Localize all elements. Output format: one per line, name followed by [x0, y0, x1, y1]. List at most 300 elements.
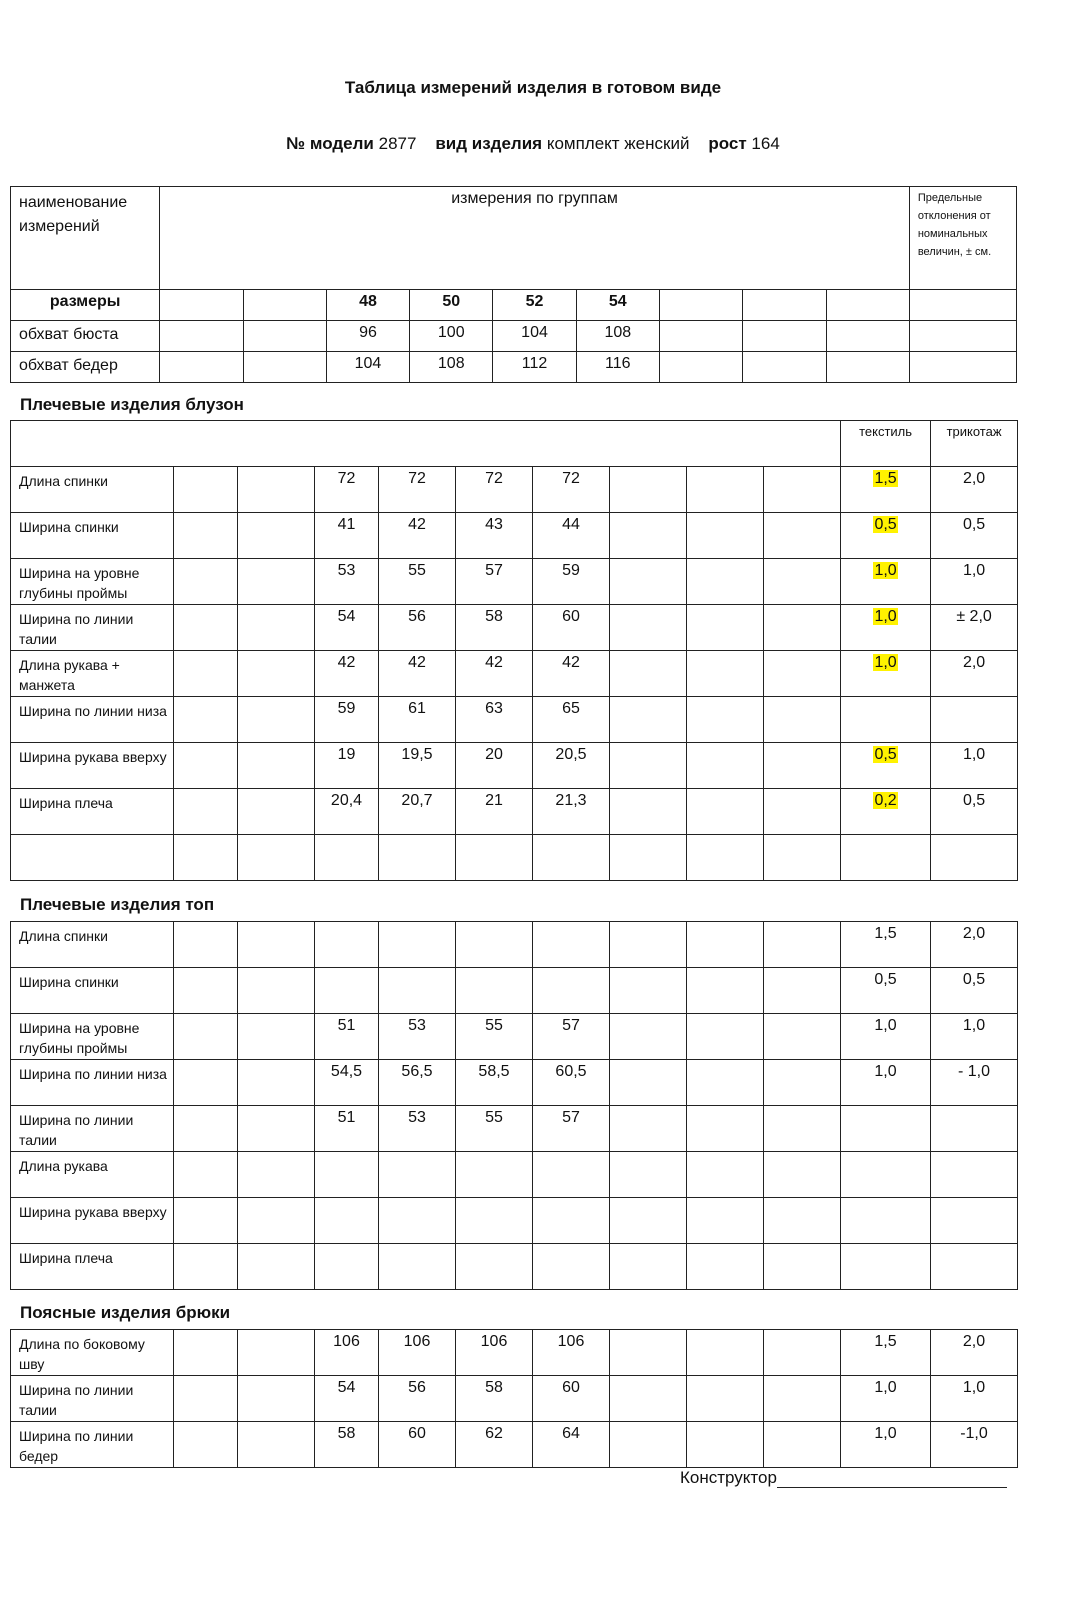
value-cell: 20,5 [533, 743, 610, 789]
value-cell: 55 [456, 1014, 533, 1060]
empty-cell [174, 1376, 238, 1422]
empty-cell [764, 697, 841, 743]
value-cell [456, 1152, 533, 1198]
empty-cell [610, 789, 687, 835]
table-row [11, 743, 1018, 789]
empty-cell [174, 968, 238, 1014]
empty-cell [238, 743, 315, 789]
value-cell: 112 [493, 352, 576, 383]
textile-cell [841, 467, 931, 513]
value-cell [379, 1198, 456, 1244]
knit-cell [931, 1244, 1018, 1290]
empty-cell [687, 1330, 764, 1376]
value-cell [315, 1244, 379, 1290]
row-label: Ширина спинки [11, 513, 174, 559]
section-heading-top: Плечевые изделия топ [20, 895, 215, 914]
value-cell: 58 [315, 1422, 379, 1468]
row-label: Ширина по линии низа [11, 1060, 174, 1106]
empty-cell [238, 651, 315, 697]
value-cell: 72 [533, 467, 610, 513]
empty-cell [174, 559, 238, 605]
empty-cell [610, 467, 687, 513]
value-cell [315, 1198, 379, 1244]
textile-value: 1,0 [874, 1017, 897, 1034]
value-cell: 72 [315, 467, 379, 513]
empty-cell [610, 835, 687, 881]
row-label: Ширина по линии бедер [11, 1422, 174, 1468]
empty-cell [687, 1376, 764, 1422]
textile-value: 1,0 [874, 654, 897, 671]
empty-cell [687, 968, 764, 1014]
row-label: Ширина плеча [11, 789, 174, 835]
textile-cell [841, 1152, 931, 1198]
type-label: вид изделия [435, 134, 543, 153]
textile-value: 1,0 [874, 1379, 897, 1396]
row-label: Длина по боковому шву [11, 1330, 174, 1376]
value-cell [456, 1198, 533, 1244]
value-cell: 72 [379, 467, 456, 513]
empty-cell [174, 1152, 238, 1198]
value-cell: 54 [315, 1376, 379, 1422]
knit-cell [931, 1198, 1018, 1244]
page-title: Таблица измерений изделия в готовом виде [344, 78, 722, 97]
value-cell: 42 [315, 651, 379, 697]
empty-cell [764, 835, 841, 881]
textile-value: 1,0 [874, 562, 897, 579]
empty-cell [174, 697, 238, 743]
value-cell [533, 835, 610, 881]
value-cell [315, 835, 379, 881]
value-cell: 20 [456, 743, 533, 789]
knit-cell: - 1,0 [931, 1060, 1018, 1106]
value-cell: 56 [379, 605, 456, 651]
empty-cell [174, 651, 238, 697]
value-cell: 42 [379, 651, 456, 697]
table-row [11, 1422, 1018, 1468]
knit-cell [931, 1106, 1018, 1152]
textile-value: 0,5 [874, 746, 897, 763]
textile-cell [841, 559, 931, 605]
empty-cell [238, 835, 315, 881]
row-label: Длина рукава [11, 1152, 174, 1198]
textile-cell [841, 697, 931, 743]
value-cell: 59 [315, 697, 379, 743]
textile-cell [841, 968, 931, 1014]
textile-cell [841, 605, 931, 651]
empty-cell [687, 1014, 764, 1060]
value-cell: 19 [315, 743, 379, 789]
value-cell: 53 [379, 1106, 456, 1152]
row-label: Ширина спинки [11, 968, 174, 1014]
empty-cell [687, 835, 764, 881]
value-cell: 60 [533, 1376, 610, 1422]
section-heading-trousers: Поясные изделия брюки [20, 1303, 231, 1322]
value-cell: 63 [456, 697, 533, 743]
value-cell: 72 [456, 467, 533, 513]
value-cell: 51 [315, 1014, 379, 1060]
value-cell: 54,5 [315, 1060, 379, 1106]
size-cell: 54 [576, 290, 659, 321]
empty-cell [764, 1198, 841, 1244]
textile-value: 1,5 [874, 1333, 897, 1350]
value-cell [456, 835, 533, 881]
value-cell: 108 [576, 321, 659, 352]
value-cell: 108 [410, 352, 493, 383]
row-label: обхват бедер [11, 352, 160, 383]
empty-cell [687, 1060, 764, 1106]
empty-cell [764, 1376, 841, 1422]
value-cell [315, 968, 379, 1014]
knit-cell: 2,0 [931, 1330, 1018, 1376]
empty-cell [238, 605, 315, 651]
empty-cell [238, 697, 315, 743]
table-row [11, 513, 1018, 559]
knit-cell: 1,0 [931, 1014, 1018, 1060]
model-value: 2877 [378, 134, 417, 153]
empty-cell [238, 559, 315, 605]
value-cell: 57 [533, 1106, 610, 1152]
empty-cell [610, 1014, 687, 1060]
textile-value: 1,5 [874, 470, 897, 487]
row-label: Ширина на уровне глубины проймы [11, 1014, 174, 1060]
value-cell: 116 [576, 352, 659, 383]
empty-cell [610, 513, 687, 559]
empty-cell [238, 1198, 315, 1244]
empty-cell [238, 1014, 315, 1060]
textile-cell [841, 1244, 931, 1290]
empty-cell [610, 1376, 687, 1422]
empty-cell [687, 1422, 764, 1468]
empty-cell [610, 559, 687, 605]
section-heading-blouson: Плечевые изделия блузон [20, 395, 244, 414]
empty-cell [687, 697, 764, 743]
textile-cell [841, 513, 931, 559]
value-cell: 42 [533, 651, 610, 697]
height-label: рост [708, 134, 747, 153]
value-cell: 41 [315, 513, 379, 559]
knit-cell: 2,0 [931, 922, 1018, 968]
textile-cell [841, 743, 931, 789]
table-row [11, 1152, 1018, 1198]
value-cell: 58 [456, 1376, 533, 1422]
trousers-table [10, 1329, 1018, 1468]
textile-cell [841, 1014, 931, 1060]
value-cell [315, 922, 379, 968]
table-row [11, 467, 1018, 513]
empty-cell [174, 1422, 238, 1468]
empty-cell [238, 1422, 315, 1468]
empty-cell [610, 1422, 687, 1468]
empty-cell [764, 467, 841, 513]
value-cell: 21,3 [533, 789, 610, 835]
empty-cell [764, 1330, 841, 1376]
row-label: Длина рукава + манжета [11, 651, 174, 697]
knit-cell: 1,0 [931, 743, 1018, 789]
value-cell [315, 1152, 379, 1198]
type-value: комплект женский [546, 134, 690, 153]
textile-cell [841, 651, 931, 697]
table-row [11, 789, 1018, 835]
empty-cell [610, 743, 687, 789]
knit-cell [931, 697, 1018, 743]
textile-cell [841, 1106, 931, 1152]
empty-cell [764, 651, 841, 697]
value-cell: 65 [533, 697, 610, 743]
empty-cell [610, 968, 687, 1014]
empty-cell [238, 1060, 315, 1106]
empty-cell [238, 513, 315, 559]
knit-cell [931, 835, 1018, 881]
empty-cell [687, 922, 764, 968]
value-cell: 51 [315, 1106, 379, 1152]
textile-cell [841, 1060, 931, 1106]
height-value: 164 [751, 134, 780, 153]
value-cell [379, 968, 456, 1014]
sizes-table [10, 186, 1017, 383]
empty-cell [174, 1244, 238, 1290]
value-cell: 55 [456, 1106, 533, 1152]
empty-cell [687, 651, 764, 697]
empty-cell [610, 1244, 687, 1290]
empty-cell [764, 1060, 841, 1106]
row-label: Длина спинки [11, 922, 174, 968]
value-cell: 56 [379, 1376, 456, 1422]
value-cell: 44 [533, 513, 610, 559]
empty-cell [687, 1152, 764, 1198]
value-cell [456, 1244, 533, 1290]
empty-cell [174, 513, 238, 559]
value-cell: 42 [379, 513, 456, 559]
value-cell: 60 [379, 1422, 456, 1468]
value-cell [456, 922, 533, 968]
value-cell: 104 [493, 321, 576, 352]
empty-cell [238, 467, 315, 513]
empty-cell [764, 1014, 841, 1060]
empty-cell [764, 1422, 841, 1468]
textile-value: 1,5 [874, 925, 897, 942]
value-cell: 96 [326, 321, 409, 352]
empty-cell [238, 1376, 315, 1422]
value-cell: 59 [533, 559, 610, 605]
textile-value: 0,2 [874, 792, 897, 809]
value-cell: 106 [379, 1330, 456, 1376]
value-cell: 57 [533, 1014, 610, 1060]
value-cell: 106 [456, 1330, 533, 1376]
empty-cell [238, 1152, 315, 1198]
value-cell: 104 [326, 352, 409, 383]
row-label: Ширина рукава вверху [11, 1198, 174, 1244]
value-cell: 55 [379, 559, 456, 605]
knit-cell: 1,0 [931, 559, 1018, 605]
value-cell: 42 [456, 651, 533, 697]
empty-cell [610, 922, 687, 968]
value-cell: 19,5 [379, 743, 456, 789]
empty-cell [764, 1106, 841, 1152]
knit-cell: 0,5 [931, 789, 1018, 835]
empty-cell [764, 1244, 841, 1290]
value-cell: 106 [533, 1330, 610, 1376]
value-cell [533, 968, 610, 1014]
table-row [11, 651, 1018, 697]
empty-cell [687, 605, 764, 651]
row-label: Длина спинки [11, 467, 174, 513]
row-label: Ширина плеча [11, 1244, 174, 1290]
value-cell: 58,5 [456, 1060, 533, 1106]
row-label: Ширина по линии талии [11, 605, 174, 651]
empty-cell [610, 1152, 687, 1198]
knit-cell: ± 2,0 [931, 605, 1018, 651]
empty-cell [174, 743, 238, 789]
row-label: Ширина на уровне глубины проймы [11, 559, 174, 605]
empty-cell [174, 1014, 238, 1060]
table-row [11, 1244, 1018, 1290]
value-cell [456, 968, 533, 1014]
deviation-header: Предельные отклонения от номинальных величин, ± см. [909, 187, 1016, 290]
empty-cell [174, 605, 238, 651]
empty-cell [687, 559, 764, 605]
empty-cell [610, 1330, 687, 1376]
table-row [11, 1060, 1018, 1106]
empty-cell [174, 835, 238, 881]
textile-cell [841, 1376, 931, 1422]
empty-cell [764, 968, 841, 1014]
table-row [11, 1106, 1018, 1152]
empty-cell [238, 922, 315, 968]
row-label: Ширина по линии талии [11, 1106, 174, 1152]
value-cell: 20,4 [315, 789, 379, 835]
value-cell: 64 [533, 1422, 610, 1468]
value-cell: 61 [379, 697, 456, 743]
blouson-table [10, 420, 1018, 881]
textile-value: 1,0 [874, 1425, 897, 1442]
table-row [11, 922, 1018, 968]
row-label: Ширина по линии талии [11, 1376, 174, 1422]
knit-cell: 2,0 [931, 651, 1018, 697]
empty-cell [174, 467, 238, 513]
value-cell [379, 1152, 456, 1198]
empty-cell [238, 968, 315, 1014]
empty-cell [687, 1244, 764, 1290]
value-cell: 100 [410, 321, 493, 352]
table-row [11, 835, 1018, 881]
empty-cell [610, 651, 687, 697]
knit-cell: 0,5 [931, 513, 1018, 559]
top-table [10, 921, 1018, 1290]
textile-cell [841, 1198, 931, 1244]
table-row [11, 1376, 1018, 1422]
empty-cell [764, 559, 841, 605]
size-cell: 50 [410, 290, 493, 321]
empty-cell [174, 922, 238, 968]
row-label: Ширина по линии низа [11, 697, 174, 743]
sizes-label: размеры [11, 290, 160, 321]
textile-value: 0,5 [874, 516, 897, 533]
value-cell: 62 [456, 1422, 533, 1468]
empty-cell [764, 513, 841, 559]
empty-cell [764, 743, 841, 789]
model-line [0, 134, 1066, 154]
table-row [11, 1198, 1018, 1244]
value-cell: 60 [533, 605, 610, 651]
table-row [11, 1014, 1018, 1060]
signature-label: Конструктор [680, 1468, 777, 1487]
empty-cell [610, 1060, 687, 1106]
col-textile: текстиль [841, 421, 931, 467]
value-cell: 57 [456, 559, 533, 605]
row-label [11, 835, 174, 881]
size-cell: 48 [326, 290, 409, 321]
empty-cell [238, 1106, 315, 1152]
col-knit: трикотаж [931, 421, 1018, 467]
textile-cell [841, 789, 931, 835]
value-cell: 53 [315, 559, 379, 605]
value-cell [533, 922, 610, 968]
size-cell: 52 [493, 290, 576, 321]
textile-cell [841, 835, 931, 881]
value-cell: 56,5 [379, 1060, 456, 1106]
empty-cell [687, 1198, 764, 1244]
table-row [11, 605, 1018, 651]
empty-cell [687, 513, 764, 559]
textile-cell [841, 922, 931, 968]
empty-cell [174, 1060, 238, 1106]
value-cell [379, 835, 456, 881]
signature-blank [777, 1470, 1007, 1488]
row-label: Ширина рукава вверху [11, 743, 174, 789]
model-label: № модели [286, 134, 374, 153]
empty-cell [687, 1106, 764, 1152]
empty-cell [610, 1198, 687, 1244]
knit-cell: 0,5 [931, 968, 1018, 1014]
textile-value: 1,0 [874, 1063, 897, 1080]
empty-cell [238, 789, 315, 835]
empty-cell [687, 743, 764, 789]
empty-cell [687, 467, 764, 513]
textile-value: 1,0 [874, 608, 897, 625]
knit-cell: 1,0 [931, 1376, 1018, 1422]
groups-header: измерения по группам [160, 187, 910, 290]
textile-cell [841, 1422, 931, 1468]
empty-cell [610, 697, 687, 743]
empty-cell [687, 789, 764, 835]
empty-cell [764, 605, 841, 651]
empty-cell [610, 1106, 687, 1152]
value-cell: 106 [315, 1330, 379, 1376]
value-cell [533, 1244, 610, 1290]
empty-cell [764, 922, 841, 968]
value-cell: 58 [456, 605, 533, 651]
table-row [11, 697, 1018, 743]
knit-cell: -1,0 [931, 1422, 1018, 1468]
knit-cell: 2,0 [931, 467, 1018, 513]
name-header: наименование измерений [11, 187, 160, 290]
knit-cell [931, 1152, 1018, 1198]
value-cell: 43 [456, 513, 533, 559]
textile-value: 0,5 [874, 971, 897, 988]
value-cell: 53 [379, 1014, 456, 1060]
table-row [11, 1330, 1018, 1376]
empty-cell [764, 789, 841, 835]
empty-cell [174, 1198, 238, 1244]
value-cell [379, 922, 456, 968]
table-row [11, 968, 1018, 1014]
value-cell: 21 [456, 789, 533, 835]
signature-line [680, 1468, 1007, 1488]
value-cell: 54 [315, 605, 379, 651]
value-cell [379, 1244, 456, 1290]
empty-cell [764, 1152, 841, 1198]
empty-cell [174, 789, 238, 835]
